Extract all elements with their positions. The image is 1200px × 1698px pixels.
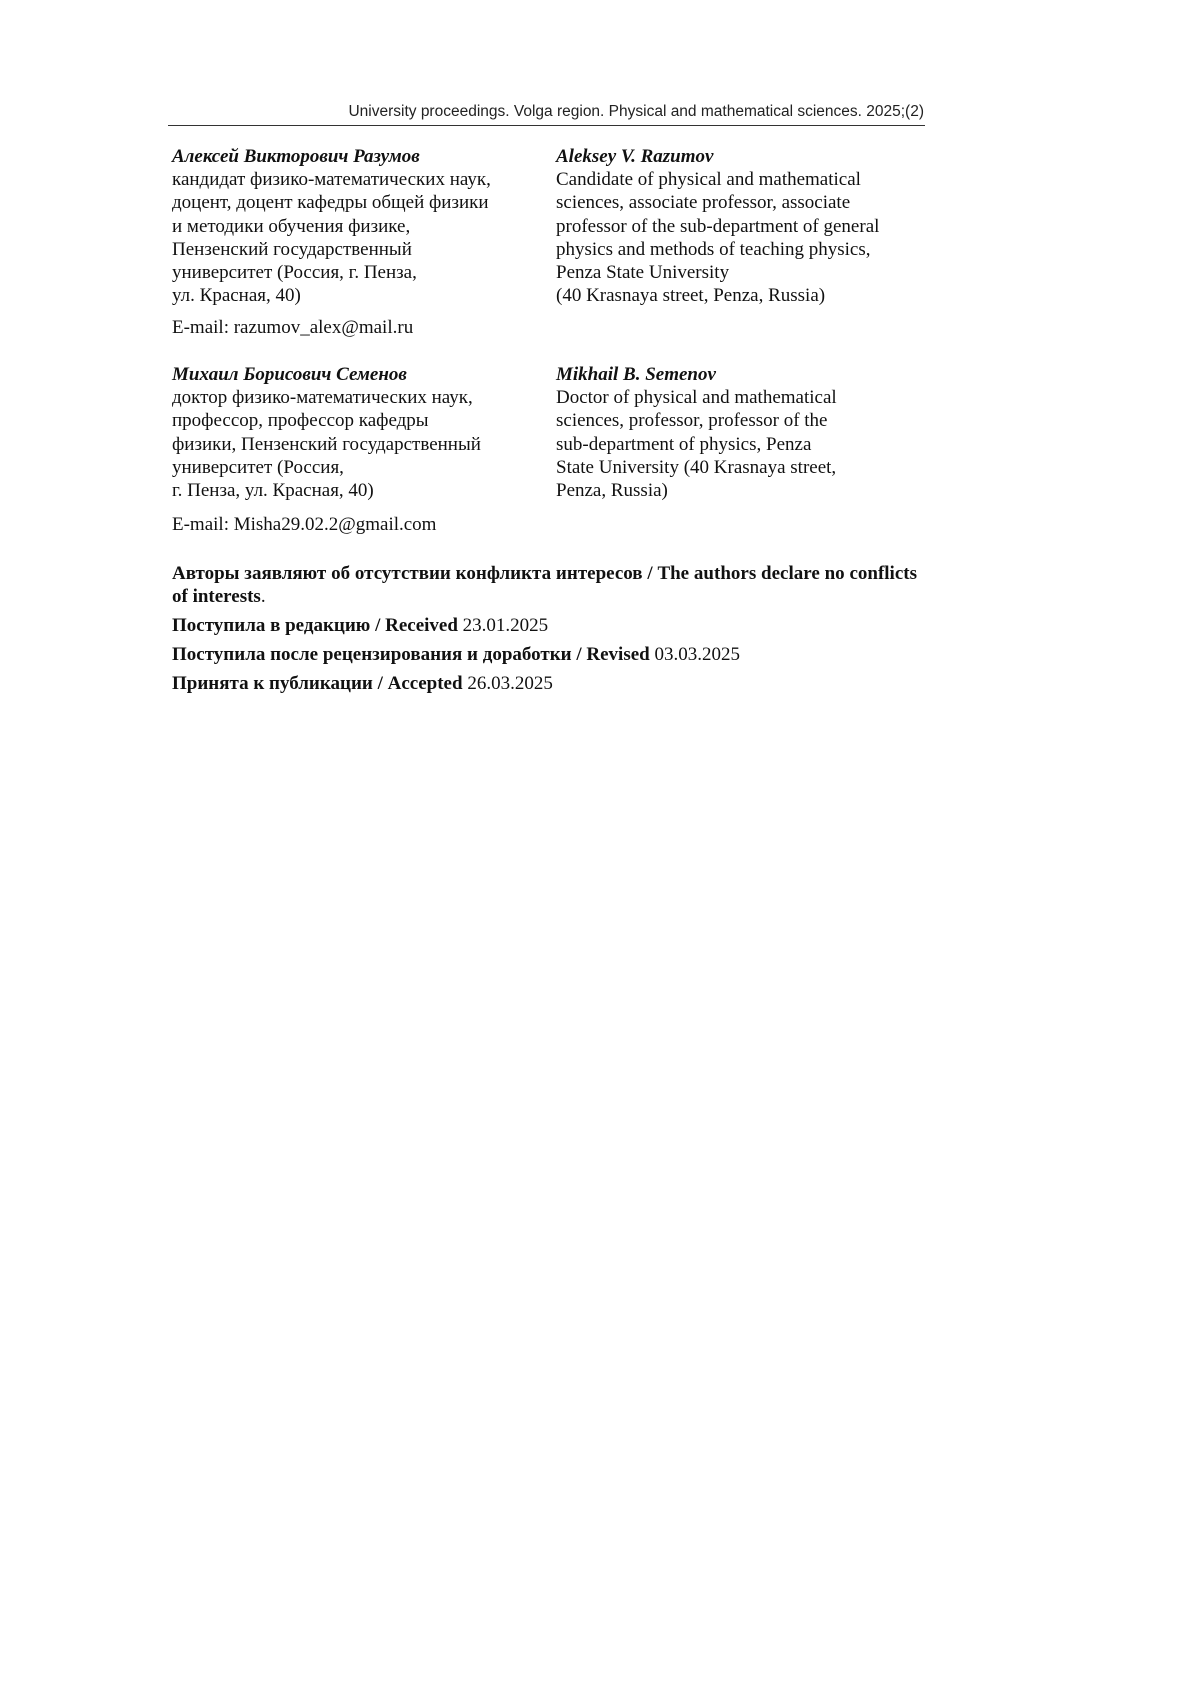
date-value: 26.03.2025 [467, 673, 553, 694]
author-name-en: Aleksey V. Razumov [556, 146, 714, 167]
author-name-ru: Алексей Викторович Разумов [172, 146, 420, 167]
affiliation-line: (40 Krasnaya street, Penza, Russia) [556, 285, 826, 307]
affiliation-line: sub-department of physics, Penza [556, 433, 812, 455]
date-value: 23.01.2025 [462, 615, 549, 636]
affiliation-line: sciences, associate professor, associate [556, 192, 851, 214]
author-name-en: Mikhail B. Semenov [556, 364, 716, 385]
affiliation-line: Penza, Russia) [556, 480, 668, 502]
author-en-column [556, 363, 926, 502]
affiliation-line: Пензенский государственный [172, 238, 412, 260]
date-value: 03.03.2025 [654, 644, 740, 665]
affiliation-line: и методики обучения физике, [172, 215, 411, 237]
author-ru-column [172, 363, 542, 502]
affiliation-line: доктор физико-математических наук, [172, 387, 473, 409]
header-divider [168, 125, 925, 126]
affiliation-line: State University (40 Krasnaya street, [556, 456, 837, 478]
affiliation-line: professor of the sub-department of general [556, 215, 880, 237]
conflict-statement-text: Авторы заявляют об отсутствии конфликта интересов / The authors declare no conflicts of interests [172, 563, 917, 607]
conflict-of-interest-statement [172, 562, 917, 608]
running-header: University proceedings. Volga region. Physical and mathematical sciences. 2025;(2) [348, 103, 924, 120]
revised-date [172, 643, 917, 666]
article-notes [172, 562, 917, 701]
date-label: Поступила в редакцию / Received [172, 615, 458, 636]
date-label: Принята к публикации / Accepted [172, 673, 463, 694]
affiliation-line: университет (Россия, г. Пенза, [172, 262, 417, 284]
affiliation-line: г. Пенза, ул. Красная, 40) [172, 480, 374, 502]
affiliation-line: sciences, professor, professor of the [556, 410, 828, 432]
affiliation-line: кандидат физико-математических наук, [172, 169, 491, 191]
author-name-ru: Михаил Борисович Семенов [172, 364, 407, 385]
received-date [172, 614, 917, 637]
date-label: Поступила после рецензирования и доработки / Revised [172, 644, 650, 665]
affiliation-line: физики, Пензенский государственный [172, 433, 481, 455]
affiliation-line: Penza State University [556, 262, 730, 284]
affiliation-line: ул. Красная, 40) [172, 285, 301, 307]
affiliation-line: университет (Россия, [172, 456, 344, 478]
affiliation-line: Candidate of physical and mathematical [556, 169, 861, 191]
affiliation-line: профессор, профессор кафедры [172, 410, 429, 432]
author-ru-column [172, 145, 542, 307]
author-email[interactable]: E-mail: Misha29.02.2@gmail.com [172, 514, 437, 535]
author-email[interactable]: E-mail: razumov_alex@mail.ru [172, 317, 414, 338]
conflict-statement-period: . [260, 586, 266, 607]
affiliation-line: доцент, доцент кафедры общей физики [172, 192, 489, 214]
accepted-date [172, 672, 917, 695]
author-en-column [556, 145, 926, 307]
affiliation-line: physics and methods of teaching physics, [556, 238, 871, 260]
affiliation-line: Doctor of physical and mathematical [556, 387, 837, 409]
